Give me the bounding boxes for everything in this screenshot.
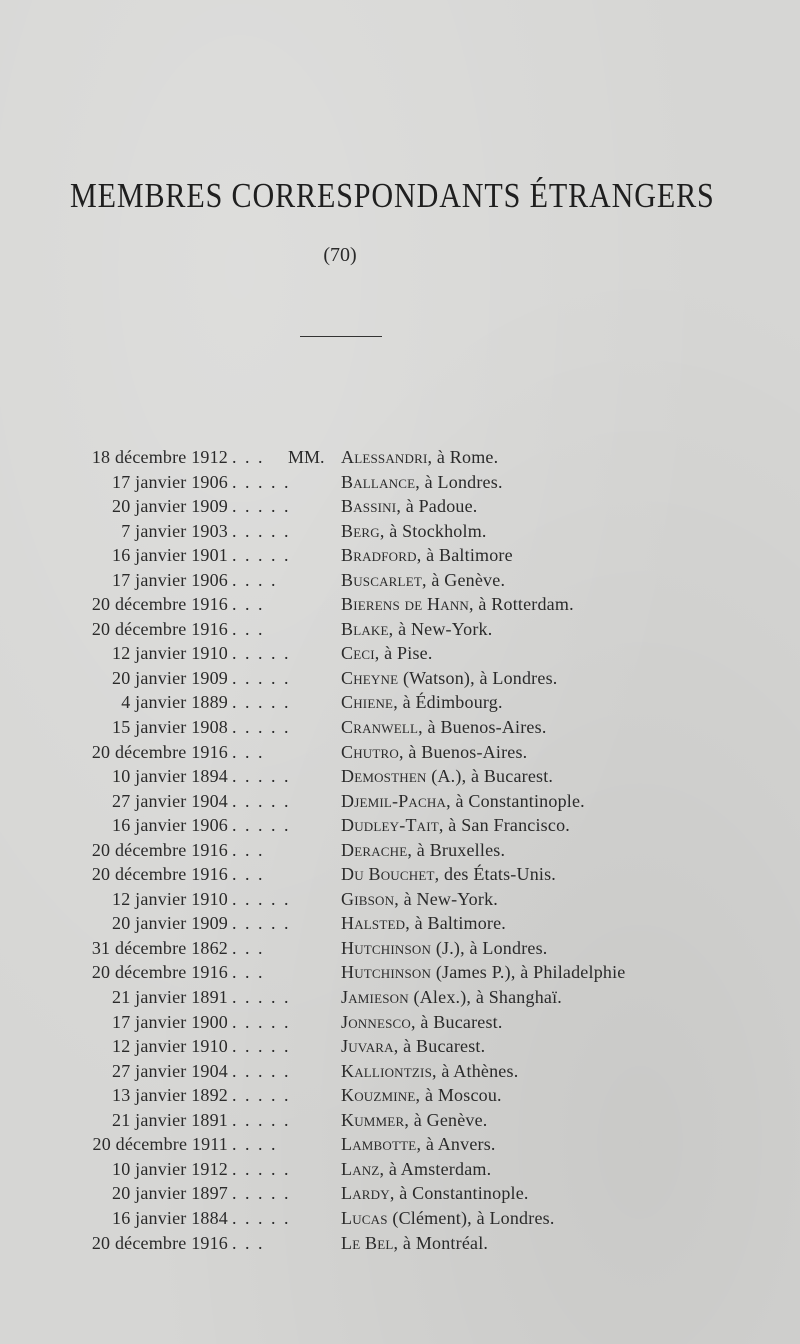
honorific-prefix: MM.	[288, 447, 325, 467]
leader-dots: . . .	[232, 864, 265, 885]
title-rule	[300, 336, 382, 337]
leader-dots: . . .	[232, 618, 265, 639]
member-location: , à Rotterdam.	[469, 594, 574, 615]
member-name	[341, 715, 547, 739]
election-date: 20 décembre 1911	[92, 1134, 228, 1155]
member-location: , à Buenos-Aires.	[418, 717, 547, 738]
member-surname: Lardy	[341, 1183, 390, 1204]
member-location: , à Baltimore.	[405, 913, 507, 934]
list-item	[0, 1034, 800, 1059]
member-name	[341, 887, 498, 911]
list-item	[0, 1059, 800, 1084]
member-location: , à Rome.	[427, 447, 499, 467]
member-surname: Ballance	[341, 471, 416, 492]
member-name	[341, 1034, 485, 1058]
election-date: 20 janvier 1909	[112, 913, 228, 934]
member-surname: Buscarlet	[341, 569, 422, 590]
member-name	[341, 936, 548, 960]
member-location: , à Amsterdam.	[379, 1158, 492, 1179]
member-surname: Blake	[341, 618, 389, 639]
leader-dots: . . .	[232, 1232, 265, 1253]
leader-dots: . . . . .	[232, 888, 291, 909]
member-name	[341, 789, 585, 813]
list-item	[0, 1206, 800, 1231]
member-surname: Kummer	[341, 1109, 405, 1130]
election-date: 16 janvier 1906	[112, 815, 228, 836]
leader-dots: . . . . .	[232, 717, 291, 738]
election-date: 18 décembre 1912	[91, 447, 228, 467]
member-surname: Hutchinson	[341, 937, 432, 958]
member-name	[341, 494, 478, 518]
member-count: (70)	[323, 244, 357, 266]
member-name	[341, 813, 570, 837]
member-location: , à Padoue.	[396, 496, 478, 517]
member-surname: Halsted	[341, 913, 406, 934]
election-date: 16 janvier 1901	[112, 545, 228, 566]
member-location: , à Athènes.	[432, 1060, 519, 1081]
member-surname: Jamieson	[341, 987, 409, 1008]
leader-dots: . . . . .	[232, 1158, 291, 1179]
member-name	[341, 690, 503, 714]
list-item	[0, 1010, 800, 1035]
election-date: 12 janvier 1910	[112, 643, 228, 664]
list-item	[0, 813, 800, 838]
list-item	[0, 470, 800, 495]
leader-dots: . . . . .	[232, 913, 291, 934]
member-location: , à Londres.	[415, 471, 503, 492]
member-name	[341, 445, 498, 469]
member-surname: Le Bel	[341, 1232, 394, 1253]
election-date: 10 janvier 1912	[112, 1158, 228, 1179]
member-name	[341, 1083, 502, 1107]
leader-dots: . . . . .	[232, 1109, 291, 1130]
member-surname: Hutchinson	[341, 962, 432, 983]
list-item	[0, 494, 800, 519]
member-surname: Lucas	[341, 1207, 388, 1228]
member-location: (J.), à Londres.	[431, 937, 548, 958]
member-name	[341, 862, 556, 886]
leader-dots: . . . . .	[232, 1183, 291, 1204]
election-date: 4 janvier 1889	[121, 692, 228, 713]
leader-dots: . . . . .	[232, 471, 291, 492]
member-location: , à Genève.	[421, 569, 506, 590]
election-date: 20 janvier 1897	[112, 1183, 228, 1204]
leader-dots: . . . . .	[232, 667, 291, 688]
member-surname: Lambotte	[341, 1134, 417, 1155]
member-name	[341, 1181, 529, 1205]
list-item	[0, 887, 800, 912]
election-date: 15 janvier 1908	[112, 717, 228, 738]
leader-dots: . . .	[232, 839, 265, 860]
member-name	[341, 1059, 518, 1083]
member-location: , des États-Unis.	[434, 864, 557, 885]
member-location: , à New-York.	[394, 888, 498, 909]
list-item	[0, 715, 800, 740]
member-name	[341, 1010, 503, 1034]
member-surname: Alessandri	[341, 447, 428, 467]
election-date: 13 janvier 1892	[112, 1085, 228, 1106]
member-surname: Cheyne	[341, 667, 399, 688]
member-name	[341, 1157, 491, 1181]
member-name	[341, 1206, 555, 1230]
member-surname: Ceci	[341, 643, 375, 664]
election-date: 17 janvier 1906	[112, 471, 228, 492]
member-location: , à Moscou.	[415, 1085, 502, 1106]
member-location: , à Bucarest.	[393, 1036, 486, 1057]
election-date: 20 janvier 1909	[112, 667, 228, 688]
list-item	[0, 543, 800, 568]
election-date: 7 janvier 1903	[121, 520, 228, 541]
list-item	[0, 1083, 800, 1108]
election-date: 17 janvier 1900	[112, 1011, 228, 1032]
list-item	[0, 617, 800, 642]
member-location: , à New-York.	[388, 618, 493, 639]
list-item	[0, 985, 800, 1010]
member-surname: Derache	[341, 839, 408, 860]
member-surname: Bassini	[341, 496, 397, 517]
member-surname: Djemil-Pacha	[341, 790, 447, 811]
member-surname: Jonnesco	[341, 1011, 411, 1032]
member-location: , à Genève.	[404, 1109, 488, 1130]
leader-dots: . . . . .	[232, 987, 291, 1008]
election-date: 21 janvier 1891	[112, 1109, 228, 1130]
member-name	[341, 740, 527, 764]
election-date: 20 décembre 1916	[91, 864, 228, 885]
member-location: , à Anvers.	[416, 1134, 496, 1155]
member-location: , à Constantinople.	[389, 1183, 529, 1204]
list-item	[0, 911, 800, 936]
member-name	[341, 764, 553, 788]
leader-dots: . . . . .	[232, 766, 291, 787]
member-surname: Bradford	[341, 545, 417, 566]
election-date: 31 décembre 1862	[91, 937, 228, 958]
member-list	[0, 445, 800, 1255]
member-location: , à Bruxelles.	[407, 839, 506, 860]
list-item	[0, 1231, 800, 1256]
member-name	[341, 592, 574, 616]
member-name	[341, 1231, 488, 1255]
election-date: 27 janvier 1904	[112, 790, 228, 811]
member-surname: Juvara	[341, 1036, 394, 1057]
member-name	[341, 641, 433, 665]
list-item	[0, 690, 800, 715]
leader-dots: . . . . .	[232, 1207, 291, 1228]
election-date: 20 décembre 1916	[91, 594, 228, 615]
member-surname: Kalliontzis	[341, 1060, 433, 1081]
member-surname: Dudley-Tait	[341, 815, 439, 836]
election-date: 20 décembre 1916	[91, 1232, 228, 1253]
list-item	[0, 519, 800, 544]
leader-dots: . . . . .	[232, 520, 291, 541]
election-date: 12 janvier 1910	[112, 888, 228, 909]
member-name	[341, 470, 503, 494]
leader-dots: . . . . .	[232, 1085, 291, 1106]
member-surname: Gibson	[341, 888, 395, 909]
election-date: 10 janvier 1894	[112, 766, 228, 787]
election-date: 16 janvier 1884	[112, 1207, 228, 1228]
member-surname: Demosthen	[341, 766, 427, 787]
election-date: 20 janvier 1909	[112, 496, 228, 517]
member-location: , à Constantinople.	[446, 790, 585, 811]
leader-dots: . . . . .	[232, 643, 291, 664]
member-name	[341, 985, 562, 1009]
leader-dots: . . . . .	[232, 1036, 291, 1057]
list-item	[0, 936, 800, 961]
list-item	[0, 1108, 800, 1133]
leader-dots: . . . . .	[232, 1060, 291, 1081]
leader-dots: . . . . .	[232, 790, 291, 811]
member-location: , à Montréal.	[393, 1232, 489, 1253]
page-title: MEMBRES CORRESPONDANTS ÉTRANGERS	[69, 176, 715, 215]
member-name	[341, 519, 487, 543]
member-location: (Watson), à Londres.	[398, 667, 558, 688]
member-name	[341, 911, 506, 935]
member-name	[341, 617, 492, 641]
member-surname: Chutro	[341, 741, 399, 762]
member-location: (James P.), à Philadelphie	[431, 962, 626, 983]
list-item	[0, 445, 800, 470]
member-location: , à Stockholm.	[379, 520, 487, 541]
member-location: , à Buenos-Aires.	[398, 741, 528, 762]
member-surname: Berg	[341, 520, 380, 541]
leader-dots: . . . . .	[232, 545, 291, 566]
leader-dots: . . .	[232, 962, 265, 983]
list-item	[0, 1132, 800, 1157]
election-date: 20 décembre 1916	[91, 618, 228, 639]
member-location: , à Édimbourg.	[393, 692, 503, 713]
election-date: 20 décembre 1916	[91, 962, 228, 983]
list-item	[0, 666, 800, 691]
leader-dots: . . . .	[232, 569, 278, 590]
list-item	[0, 789, 800, 814]
election-date: 20 décembre 1916	[91, 839, 228, 860]
list-item	[0, 641, 800, 666]
list-item	[0, 568, 800, 593]
member-location: , à Baltimore	[416, 545, 513, 566]
member-location: (Clément), à Londres.	[387, 1207, 555, 1228]
member-surname: Chiene	[341, 692, 394, 713]
list-item	[0, 740, 800, 765]
leader-dots: . . . . .	[232, 1011, 291, 1032]
leader-dots: . . .	[232, 594, 265, 615]
member-name	[341, 666, 557, 690]
leader-dots: . . . . .	[232, 815, 291, 836]
member-name	[341, 1132, 496, 1156]
member-surname: Kouzmine	[341, 1085, 416, 1106]
member-location: (A.), à Bucarest.	[426, 766, 554, 787]
leader-dots: . . .	[232, 741, 265, 762]
member-location: , à San Francisco.	[438, 815, 570, 836]
list-item	[0, 764, 800, 789]
election-date: 12 janvier 1910	[112, 1036, 228, 1057]
list-item	[0, 838, 800, 863]
member-location: , à Bucarest.	[411, 1011, 503, 1032]
leader-dots: . . .	[232, 447, 265, 467]
list-item	[0, 592, 800, 617]
member-name	[341, 960, 626, 984]
election-date: 21 janvier 1891	[112, 987, 228, 1008]
list-item	[0, 1181, 800, 1206]
list-item	[0, 862, 800, 887]
leader-dots: . . . .	[232, 1134, 278, 1155]
member-surname: Cranwell	[341, 717, 419, 738]
member-location: (Alex.), à Shanghaï.	[408, 987, 563, 1008]
leader-dots: . . .	[232, 937, 265, 958]
member-surname: Lanz	[341, 1158, 380, 1179]
member-surname: Du Bouchet	[341, 864, 435, 885]
election-date: 27 janvier 1904	[112, 1060, 228, 1081]
member-location: , à Pise.	[374, 643, 433, 664]
election-date: 20 décembre 1916	[91, 741, 228, 762]
member-name	[341, 543, 513, 567]
election-date: 17 janvier 1906	[112, 569, 228, 590]
leader-dots: . . . . .	[232, 692, 291, 713]
list-item	[0, 1157, 800, 1182]
leader-dots: . . . . .	[232, 496, 291, 517]
member-name	[341, 838, 505, 862]
member-name	[341, 1108, 487, 1132]
member-surname: Bierens de Hann	[341, 594, 469, 615]
member-name	[341, 568, 505, 592]
list-item	[0, 960, 800, 985]
